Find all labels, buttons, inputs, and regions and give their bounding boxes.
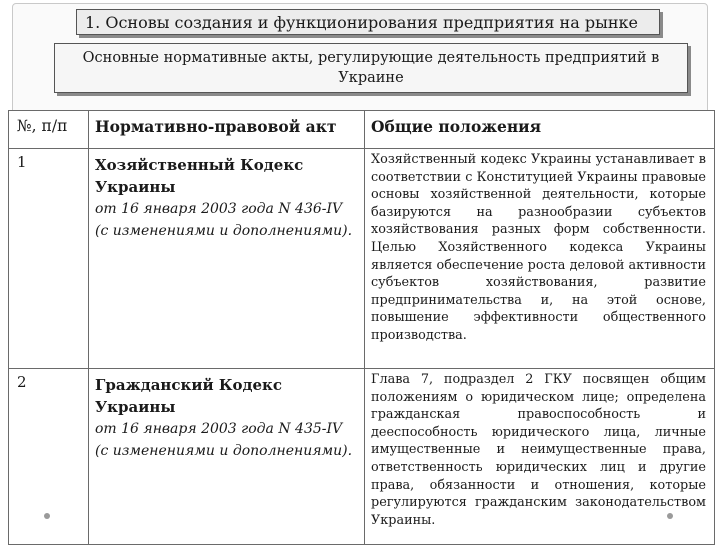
header-number: №, п/п xyxy=(9,111,89,149)
act-description: Глава 7, подраздел 2 ГКУ посвящен общим положениям о юридическом лице; определена гражданская правоспособность и дееспособность юридического лица, личные имущественные и неимущественные права, ответственность юридических лиц и другие права, обязанности и отношения, которые регулируются гражданским законодательством Украины. xyxy=(365,369,715,545)
slide-title: 1. Основы создания и функционирования предприятия на рынке xyxy=(76,9,660,35)
table-row xyxy=(9,149,715,369)
regulations-table xyxy=(8,110,715,545)
act-name: Хозяйственный Кодекс Украины xyxy=(95,156,304,196)
act-cell xyxy=(89,369,365,545)
act-date: от 16 января 2003 года N 435-IV (с изменениями и дополнениями). xyxy=(95,421,353,459)
act-description: Хозяйственный кодекс Украины устанавливает в соответствии с Конституцией Украины правовые основы хозяйственной деятельности, которые базируются на разнообразии субъектов хозяйствования разных форм собственности. Целью Хозяйственного кодекса Украины является обеспечение роста деловой активности субъектов хозяйствования, развитие предпринимательства и, на этой основе, повышение эффективности общественного производства. xyxy=(365,149,715,369)
act-cell xyxy=(89,149,365,369)
slide-subtitle: Основные нормативные акты, регулирующие деятельность предприятий в Украине xyxy=(54,43,688,93)
header-act: Нормативно-правовой акт xyxy=(89,111,365,149)
row-number: 1 xyxy=(9,149,89,369)
corner-dot-right xyxy=(667,513,673,519)
corner-dot-left xyxy=(44,513,50,519)
table-row xyxy=(9,369,715,545)
act-date: от 16 января 2003 года N 436-IV (с изменениями и дополнениями). xyxy=(95,201,353,239)
act-name: Гражданский Кодекс Украины xyxy=(95,376,283,416)
row-number: 2 xyxy=(9,369,89,545)
table-header-row xyxy=(9,111,715,149)
header-provisions: Общие положения xyxy=(365,111,715,149)
